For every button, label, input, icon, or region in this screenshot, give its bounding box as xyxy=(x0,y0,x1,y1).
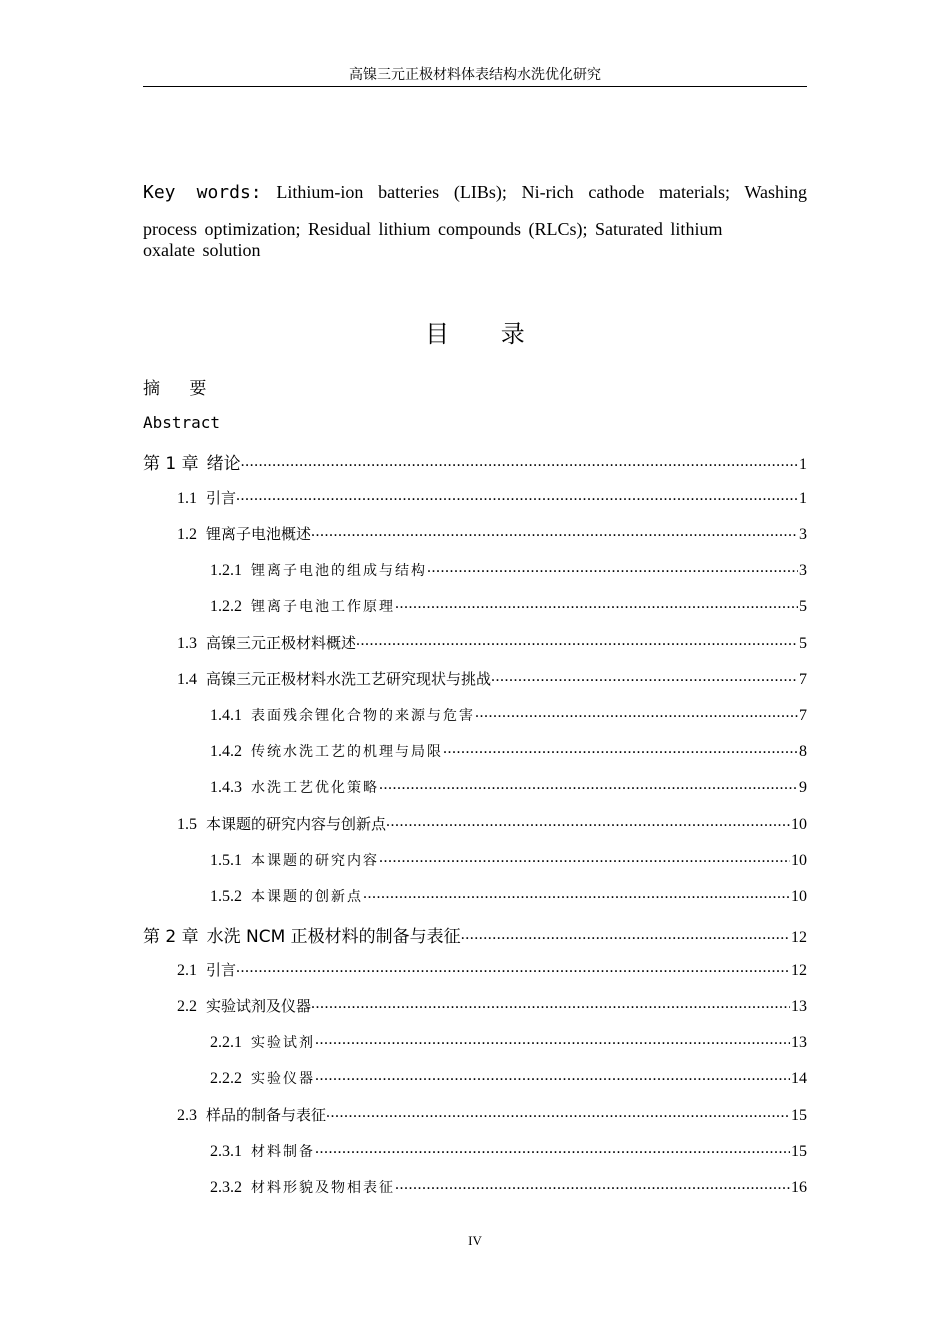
toc-entry-number: 2.2.1 xyxy=(210,1034,242,1051)
toc-entry-title: 实验试剂 xyxy=(251,1035,315,1051)
toc-entry-page: 15 xyxy=(791,1143,807,1160)
toc-entry-page: 12 xyxy=(791,929,807,946)
toc-entry-1-2[interactable] xyxy=(177,523,807,544)
toc-entry-page: 9 xyxy=(799,779,807,796)
toc-entry-chapter-2[interactable] xyxy=(143,922,807,947)
toc-entry-title: 实验仪器 xyxy=(251,1071,315,1087)
toc-entry-number: 1.4.2 xyxy=(210,743,242,760)
toc-entry-2-2-2[interactable] xyxy=(210,1067,807,1088)
toc-entry-1-2-1[interactable] xyxy=(210,559,807,580)
toc-leader xyxy=(427,559,798,575)
toc-entry-page: 1 xyxy=(799,456,807,473)
page-number: IV xyxy=(468,1233,482,1248)
toc-entry-1-4[interactable] xyxy=(177,668,807,689)
toc-entry-2-3-1[interactable] xyxy=(210,1140,807,1161)
toc-entry-title: 材料制备 xyxy=(251,1144,315,1160)
toc-leader xyxy=(236,487,798,503)
toc-entry-title: 实验试剂及仪器 xyxy=(206,997,312,1015)
keywords-label: Key words: xyxy=(143,182,262,203)
toc-entry-2-3[interactable] xyxy=(177,1104,807,1125)
toc-entry-page: 13 xyxy=(791,998,807,1015)
toc-entry-number: 2.3.2 xyxy=(210,1179,242,1196)
toc-leader xyxy=(326,1104,790,1120)
toc-entry-title: 引言 xyxy=(206,489,237,507)
toc-entry-number: 2.3.1 xyxy=(210,1143,242,1160)
toc-entry-title: 材料形貌及物相表征 xyxy=(251,1180,395,1196)
keywords-text-end: oxalate solution xyxy=(143,240,261,260)
toc-leader xyxy=(315,1067,790,1083)
toc-leader xyxy=(395,1176,790,1192)
toc-title: 目 录 xyxy=(425,320,547,348)
toc-leader xyxy=(461,926,790,942)
toc-entry-title: 样品的制备与表征 xyxy=(206,1106,327,1124)
toc-entry-page: 5 xyxy=(799,598,807,615)
toc-leader xyxy=(363,885,790,901)
toc-entry-2-3-2[interactable] xyxy=(210,1176,807,1197)
toc-entry-title: 锂离子电池概述 xyxy=(206,525,312,543)
toc-leader xyxy=(475,704,798,720)
toc-entry-number: 2.2 xyxy=(177,998,197,1015)
toc-entry-number: 1.5.2 xyxy=(210,888,242,905)
toc-entry-page: 3 xyxy=(799,526,807,543)
running-header: 高镍三元正极材料体表结构水洗优化研究 xyxy=(143,67,807,87)
toc-entry-abstract-en[interactable]: Abstract xyxy=(143,413,221,432)
toc-entry-2-1[interactable] xyxy=(177,959,807,980)
toc-entry-title: 传统水洗工艺的机理与局限 xyxy=(251,744,443,760)
toc-entry-page: 8 xyxy=(799,743,807,760)
toc-entry-number: 1.3 xyxy=(177,635,197,652)
toc-leader xyxy=(311,995,790,1011)
toc-entry-page: 10 xyxy=(791,888,807,905)
toc-entry-title: 本课题的研究内容与创新点 xyxy=(206,815,387,833)
toc-entry-number: 1.1 xyxy=(177,490,197,507)
toc-entry-number: 1.5 xyxy=(177,816,197,833)
toc-entry-page: 10 xyxy=(791,852,807,869)
toc-entry-page: 1 xyxy=(799,490,807,507)
toc-entry-title: 锂离子电池工作原理 xyxy=(251,599,395,615)
toc-entry-page: 13 xyxy=(791,1034,807,1051)
toc-entry-1-5-2[interactable] xyxy=(210,885,807,906)
toc-entry-title: 水洗 NCM 正极材料的制备与表征 xyxy=(206,927,461,947)
toc-entry-page: 3 xyxy=(799,562,807,579)
toc-entry-1-5-1[interactable] xyxy=(210,849,807,870)
toc-entry-number: 1.4.1 xyxy=(210,707,242,724)
toc-entry-1-4-2[interactable] xyxy=(210,740,807,761)
toc-entry-title: 绪论 xyxy=(206,454,241,474)
toc-leader xyxy=(491,668,798,684)
toc-entry-number: 1.2.2 xyxy=(210,598,242,615)
toc-entry-page: 16 xyxy=(791,1179,807,1196)
toc-entry-title: 本课题的创新点 xyxy=(251,889,363,905)
toc-entry-page: 12 xyxy=(791,962,807,979)
toc-leader xyxy=(315,1031,790,1047)
toc-entry-title: 表面残余锂化合物的来源与危害 xyxy=(251,708,475,724)
toc-entry-1-5[interactable] xyxy=(177,813,807,834)
toc-leader xyxy=(315,1140,790,1156)
toc-entry-1-3[interactable] xyxy=(177,632,807,653)
toc-leader xyxy=(443,740,798,756)
toc-entry-number: 2.3 xyxy=(177,1107,197,1124)
toc-entry-number: 1.2 xyxy=(177,526,197,543)
toc-entry-number: 第 2 章 xyxy=(143,927,199,947)
toc-entry-title: 高镍三元正极材料概述 xyxy=(206,634,357,652)
keywords-paragraph xyxy=(143,174,807,261)
toc-entry-page: 7 xyxy=(799,671,807,688)
toc-entry-number: 1.5.1 xyxy=(210,852,242,869)
toc-leader xyxy=(395,595,798,611)
toc-entry-title: 高镍三元正极材料水洗工艺研究现状与挑战 xyxy=(206,670,492,688)
toc-entry-chapter-1[interactable] xyxy=(143,449,807,474)
toc-entry-page: 5 xyxy=(799,635,807,652)
toc-entry-page: 14 xyxy=(791,1070,807,1087)
toc-leader xyxy=(236,959,790,975)
toc-entry-title: 水洗工艺优化策略 xyxy=(251,780,379,796)
toc-entry-number: 1.2.1 xyxy=(210,562,242,579)
toc-leader xyxy=(379,849,790,865)
toc-entry-title: 引言 xyxy=(206,961,237,979)
toc-entry-abstract-cn[interactable]: 摘 要 xyxy=(143,379,219,399)
toc-entry-number: 第 1 章 xyxy=(143,454,199,474)
toc-entry-number: 2.2.2 xyxy=(210,1070,242,1087)
toc-leader xyxy=(379,776,798,792)
toc-leader xyxy=(356,632,798,648)
toc-entry-number: 1.4.3 xyxy=(210,779,242,796)
keywords-text: Lithium-ion batteries (LIBs); Ni-rich cathode materials; Washing process optimization; Residual lithium compounds (RLCs); Saturated lithium xyxy=(143,182,808,239)
toc-entry-page: 7 xyxy=(799,707,807,724)
toc-entry-1-1[interactable] xyxy=(177,487,807,508)
toc-entry-2-2[interactable] xyxy=(177,995,807,1016)
toc-entry-number: 2.1 xyxy=(177,962,197,979)
toc-entry-title: 本课题的研究内容 xyxy=(251,853,379,869)
toc-leader xyxy=(386,813,790,829)
toc-entry-page: 15 xyxy=(791,1107,807,1124)
toc-entry-number: 1.4 xyxy=(177,671,197,688)
toc-entry-1-2-2[interactable] xyxy=(210,595,807,616)
toc-entry-1-4-3[interactable] xyxy=(210,776,807,797)
toc-entry-2-2-1[interactable] xyxy=(210,1031,807,1052)
toc-entry-title: 锂离子电池的组成与结构 xyxy=(251,563,427,579)
toc-leader xyxy=(311,523,798,539)
toc-entry-page: 10 xyxy=(791,816,807,833)
toc-leader xyxy=(241,453,798,469)
toc-entry-1-4-1[interactable] xyxy=(210,704,807,725)
